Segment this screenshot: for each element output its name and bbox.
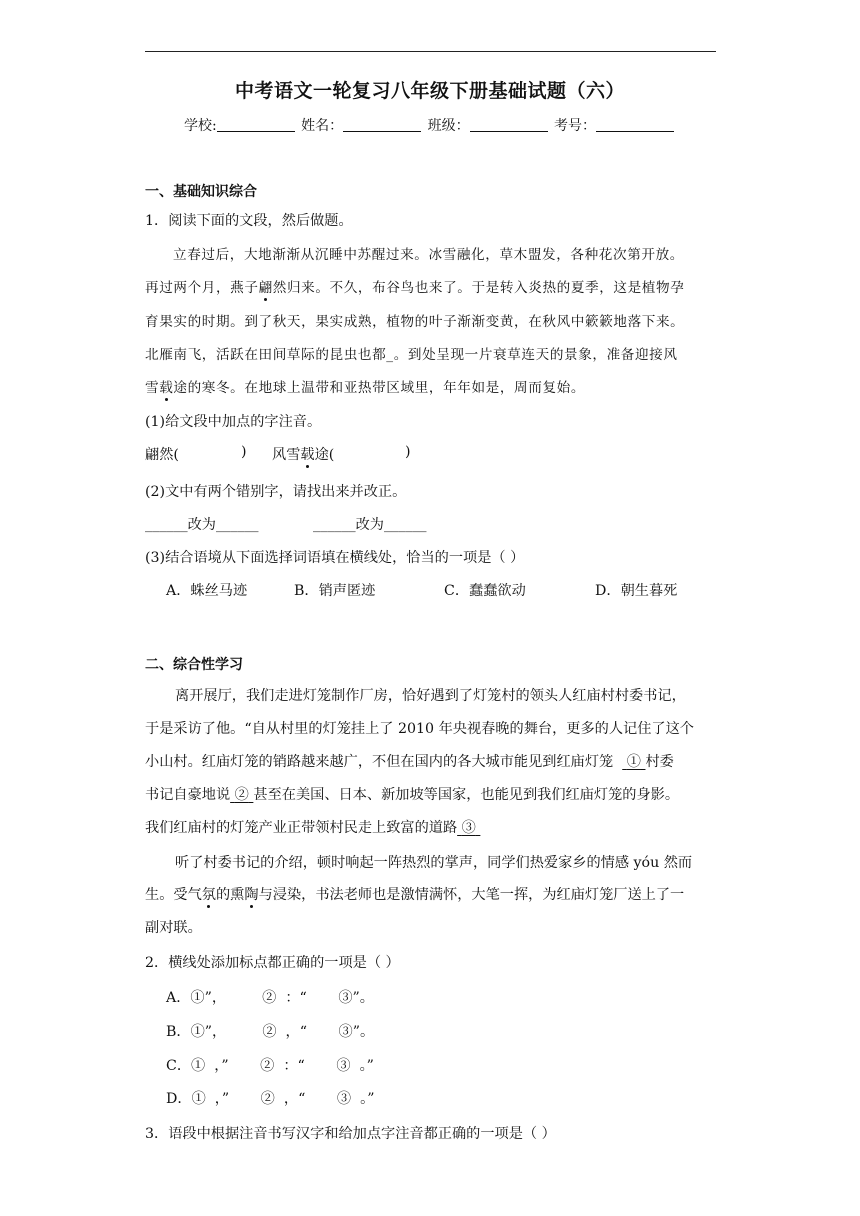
name-blank[interactable] (343, 117, 421, 132)
class-blank[interactable] (470, 117, 548, 132)
dotted-char: 翩 (258, 280, 273, 296)
blank-number: ① (626, 754, 641, 770)
q1-prompt: 1．阅读下面的文段，然后做题。 (145, 213, 353, 229)
sub-question-2: (2)文中有两个错别字，请找出来并改正。 (145, 484, 407, 500)
paragraph1-line-3 (145, 751, 674, 771)
name-label: 姓名： (301, 118, 344, 134)
paragraph-text: 生。受气 (145, 887, 202, 903)
paragraph1-line-2: 于是采访了他。“自从村里的灯笼挂上了 2010 年央视春晚的舞台，更多的人记住了这个 (145, 721, 694, 737)
sub-question-1: (1)给文段中加点的字注音。 (145, 414, 322, 430)
pinyin-item-1-close: ) (241, 444, 247, 460)
sub-question-3: (3)结合语境从下面选择词语填在横线处，恰当的一项是（ ） (145, 550, 525, 566)
paragraph2-line-1: 听了村委书记的介绍，顿时响起一阵热烈的掌声，同学们热爱家乡的情感 yóu 然而 (175, 855, 693, 871)
school-blank[interactable] (217, 117, 295, 132)
pinyin-item-2-close: ) (405, 444, 411, 460)
dotted-char: 氛 (201, 887, 216, 903)
paragraph-text: 的熏 (215, 887, 245, 903)
pinyin-item-text: 途( (314, 447, 335, 463)
passage-line-3: 育果实的时期。到了秋天，果实成熟，植物的叶子渐渐变黄，在秋风中簌簌地落下来。 (145, 314, 685, 330)
pinyin-item-2 (272, 444, 334, 464)
passage-text: 然归来。不久，布谷鸟也来了。于是转入炎热的夏季，这是植物孕 (272, 280, 685, 296)
blank-marker-3[interactable] (457, 820, 480, 836)
passage-text: 途的寒冬。在地球上温带和亚热带区域里，年年如是，周而复始。 (173, 380, 586, 396)
class-label: 班级： (427, 118, 470, 134)
blank-marker-2[interactable] (230, 787, 253, 803)
option-d[interactable]: D．朝生暮死 (595, 583, 678, 599)
q2-option-c[interactable]: C．① ，” ② ：“ ③ 。” (166, 1058, 374, 1074)
passage-text: 再过两个月，燕子 (145, 280, 259, 296)
blank-number: ③ (461, 820, 476, 836)
passage-text: 雪 (145, 380, 160, 396)
passage-line-1: 立春过后，大地渐渐从沉睡中苏醒过来。冰雪融化，草木盟发，各种花次第开放。 (173, 247, 684, 263)
dotted-char: 陶 (244, 887, 259, 903)
number-blank[interactable] (596, 117, 674, 132)
passage-line-5 (145, 376, 585, 396)
option-a[interactable]: A．蛛丝马迹 (166, 583, 248, 599)
number-label: 考号： (554, 118, 597, 134)
section1-heading: 一、基础知识综合 (145, 184, 257, 200)
dotted-char: 载 (159, 380, 174, 396)
pinyin-item-1 (145, 444, 179, 464)
correction-2[interactable]: ______改为______ (313, 517, 427, 533)
pinyin-item-text: 风雪 (272, 447, 301, 463)
paragraph2-line-2 (145, 884, 684, 904)
correction-1[interactable]: ______改为______ (145, 517, 259, 533)
paragraph-text: 甚至在美国、日本、新加坡等国家，也能见到我们红庙灯笼的身影。 (253, 787, 680, 803)
page-title: 中考语文一轮复习八年级下册基础试题（六） (234, 80, 625, 102)
top-rule (145, 51, 716, 52)
dotted-char: 载 (300, 447, 315, 463)
q2-option-d[interactable]: D．① ，” ② ，“ ③ 。” (166, 1091, 375, 1107)
option-b[interactable]: B．销声匿迹 (294, 583, 376, 599)
question-3: 3．语段中根据注音书写汉字和给加点字注音都正确的一项是（ ） (145, 1126, 556, 1142)
paragraph-text: 村委 (645, 754, 674, 770)
paragraph-text: 我们红庙村的灯笼产业正带领村民走上致富的道路 (145, 820, 458, 836)
paragraph-text: 书记自豪地说 (145, 787, 231, 803)
pinyin-item-text: 翩然( (145, 447, 179, 463)
paragraph1-line-4 (145, 784, 679, 804)
passage-line-2 (145, 276, 684, 296)
paragraph2-line-3: 副对联。 (145, 920, 202, 936)
question-2: 2．横线处添加标点都正确的一项是（ ） (145, 955, 400, 971)
school-label: 学校: (183, 118, 217, 134)
blank-number: ② (234, 787, 249, 803)
section2-heading: 二、综合性学习 (145, 657, 243, 673)
q2-option-b[interactable]: B．①”， ② ，“ ③”。 (166, 1024, 375, 1040)
passage-line-4: 北雁南飞，活跃在田间草际的昆虫也都_。到处呈现一片衰草连天的景象，准备迎接风 (145, 347, 678, 363)
paragraph1-line-5 (145, 817, 480, 837)
q2-option-a[interactable]: A．①”， ② ：“ ③”。 (166, 990, 374, 1006)
paragraph1-line-1: 离开展厅，我们走进灯笼制作厂房，恰好遇到了灯笼村的领头人红庙村村委书记， (175, 688, 686, 704)
paragraph-text: 小山村。红庙灯笼的销路越来越广，不但在国内的各大城市能见到红庙灯笼 (145, 754, 614, 770)
blank-marker-1[interactable] (622, 754, 645, 770)
option-c[interactable]: C．蠢蠢欲动 (444, 583, 526, 599)
student-info-line (0, 115, 860, 135)
paragraph-text: 与浸染，书法老师也是激情满怀，大笔一挥，为红庙灯笼厂送上了一 (258, 887, 685, 903)
